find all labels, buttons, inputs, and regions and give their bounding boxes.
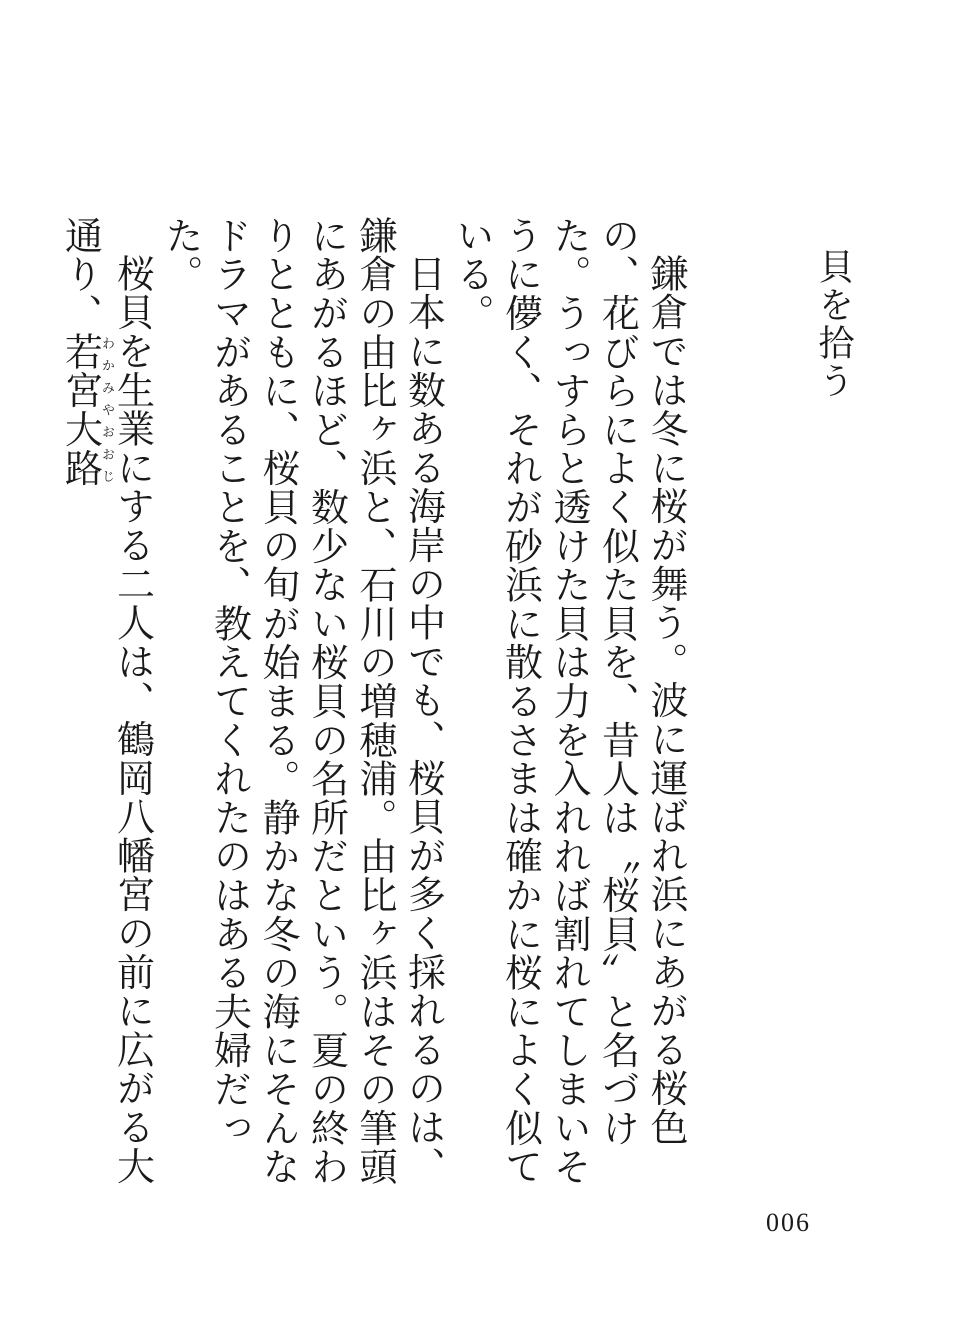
page-number: 006	[766, 1208, 811, 1237]
ruby-base: 若宮大路	[58, 332, 103, 488]
ruby-word	[58, 332, 114, 488]
paragraph-2: 日本に数ある海岸の中でも、桜貝が多く採れるのは、鎌倉の由比ヶ浜と、石川の増穂浦。由比ヶ浜はその筆頭にあがるほど、数少ない桜貝の名所だという。夏の終わりとともに、桜貝の旬が始まる。静かな冬の海にそんなドラマがあることを、教えてくれたのはある夫婦だった。	[159, 216, 446, 1186]
paragraph-3	[56, 216, 157, 1192]
page-title: 貝を拾う	[813, 248, 854, 400]
body-text	[56, 216, 690, 1192]
paragraph-1: 鎌倉では冬に桜が舞う。波に運ばれ浜にあがる桜色の、花びらによく似た貝を、昔人は〝桜貝〟と名づけた。うっすらと透けた貝は力を入れれば割れてしまいそうに儚く、それが砂浜に散るさまは確かに桜によく似ている。	[450, 216, 688, 1186]
ruby-reading: わかみやおおじ	[99, 332, 114, 488]
paragraph-3-text: 桜貝を生業にする二人は、鶴岡八幡宮の前に広がる大通り、	[58, 216, 155, 1186]
